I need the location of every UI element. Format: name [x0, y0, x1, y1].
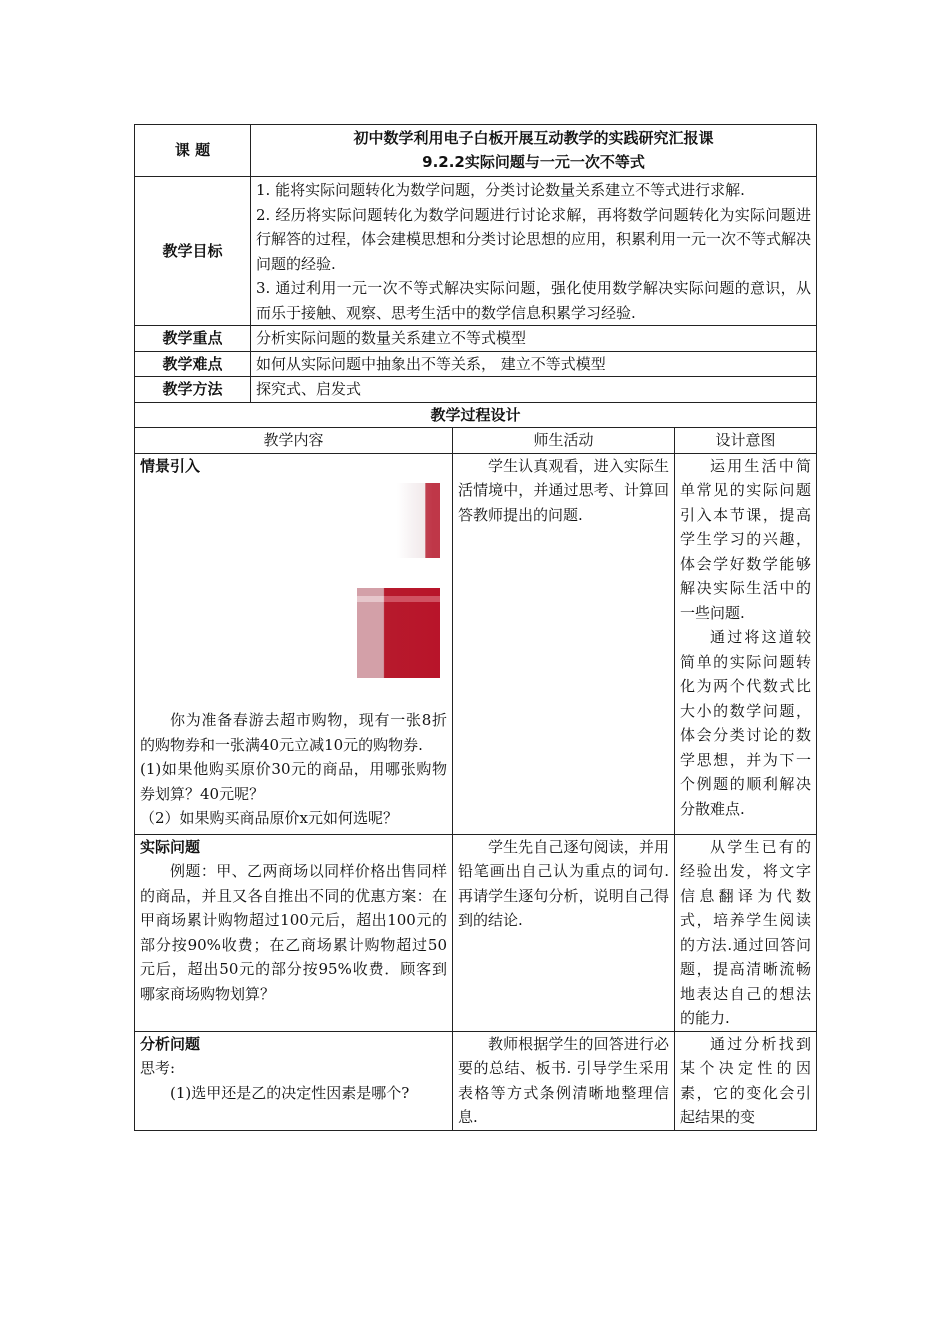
intro-question-1: (1)如果他购买原价30元的商品，用哪张购物券划算？40元呢？ — [140, 760, 447, 803]
problem-example: 例题：甲、乙两商场以同样价格出售同样的商品，并且又各自推出不同的优惠方案：在甲商场累计购物超过100元后，超出100元的部分按90%收费；在乙商场累计购物超过50元后，超出50元的部分按95%收费．顾客到哪家商场购物划算？ — [140, 862, 447, 1003]
lesson-title-line1: 初中数学利用电子白板开展互动教学的实践研究汇报课 — [353, 129, 714, 147]
topic-label: 课 题 — [135, 125, 251, 177]
objective-item-1: 1. 能将实际问题转化为数学问题，分类讨论数量关系建立不等式进行求解. — [256, 181, 745, 199]
section-activity-analysis: 教师根据学生的回答进行必要的总结、板书. 引导学生采用表格等方式条例清晰地整理信息. — [453, 1031, 675, 1130]
intro-paragraph: 你为准备春游去超市购物，现有一张8折的购物券和一张满40元立减10元的购物券. — [140, 711, 447, 754]
intro-question-2: （2）如果购买商品原价x元如何选呢？ — [140, 809, 399, 827]
key-point-label: 教学重点 — [135, 326, 251, 352]
section-row-intro — [135, 453, 817, 834]
difficulty-label: 教学难点 — [135, 351, 251, 377]
intent-intro-1: 运用生活中简单常见的实际问题引入本节课，提高学生学习的兴趣，体会学好数学能够解决实际生活中的一些问题. — [680, 456, 811, 622]
section-row-analysis — [135, 1031, 817, 1130]
lesson-plan-table — [134, 124, 817, 1131]
difficulty-row — [135, 351, 817, 377]
section-row-problem — [135, 834, 817, 1031]
section-content-analysis — [135, 1031, 453, 1130]
objective-item-2: 2. 经历将实际问题转化为数学问题进行讨论求解，再将数学问题转化为实际问题进行解答的过程，体会建模思想和分类讨论思想的应用，积累利用一元一次不等式解决问题的经验. — [256, 205, 812, 273]
section-activity-intro: 学生认真观看，进入实际生活情境中，并通过思考、计算回答教师提出的问题. — [453, 453, 675, 834]
section-heading-analysis: 分析问题 — [140, 1034, 201, 1053]
method-row — [135, 377, 817, 403]
section-heading-problem: 实际问题 — [140, 837, 201, 856]
method-text: 探究式、启发式 — [251, 377, 817, 403]
objectives-content — [251, 177, 817, 326]
section-activity-problem: 学生先自己逐句阅读，并用铅笔画出自己认为重点的词句. 再请学生逐句分析，说明自己得到的结论. — [453, 834, 675, 1031]
process-title-row — [135, 402, 817, 428]
column-header-content: 教学内容 — [135, 428, 453, 454]
section-intent-analysis: 通过分析找到某个决定性的因素，它的变化会引起结果的变 — [675, 1031, 817, 1130]
column-header-activity: 师生活动 — [453, 428, 675, 454]
topic-row — [135, 125, 817, 177]
lesson-title — [251, 125, 817, 177]
process-title: 教学过程设计 — [135, 402, 817, 428]
difficulty-text: 如何从实际问题中抽象出不等关系， 建立不等式模型 — [251, 351, 817, 377]
analysis-question-1: (1)选甲还是乙的决定性因素是哪个? — [170, 1083, 410, 1102]
objectives-row — [135, 177, 817, 326]
section-intent-intro — [675, 453, 817, 834]
supermarket-image — [140, 478, 447, 708]
objectives-label: 教学目标 — [135, 177, 251, 326]
section-heading-intro: 情景引入 — [140, 456, 201, 475]
intent-intro-2: 通过将这道较简单的实际问题转化为两个代数式比大小的数学问题，体会分类讨论的数学思想，并为下一个例题的顺利解决分散难点. — [680, 628, 811, 818]
analysis-think-label: 思考: — [140, 1059, 176, 1077]
objective-item-3: 3. 通过利用一元一次不等式解决实际问题，强化使用数学解决实际问题的意识，从而乐于接触、观察、思考生活中的数学信息积累学习经验. — [256, 279, 811, 322]
section-content-problem — [135, 834, 453, 1031]
process-header-row — [135, 428, 817, 454]
section-content-intro — [135, 453, 453, 834]
key-point-text: 分析实际问题的数量关系建立不等式模型 — [251, 326, 817, 352]
lesson-title-line2: 9.2.2实际问题与一元一次不等式 — [422, 153, 645, 171]
method-label: 教学方法 — [135, 377, 251, 403]
lesson-plan — [134, 124, 816, 1131]
column-header-intent: 设计意图 — [675, 428, 817, 454]
key-point-row — [135, 326, 817, 352]
section-intent-problem: 从学生已有的经验出发，将文字信息翻译为代数式，培养学生阅读的方法.通过回答问题，提高清晰流畅地表达自己的想法的能力. — [675, 834, 817, 1031]
